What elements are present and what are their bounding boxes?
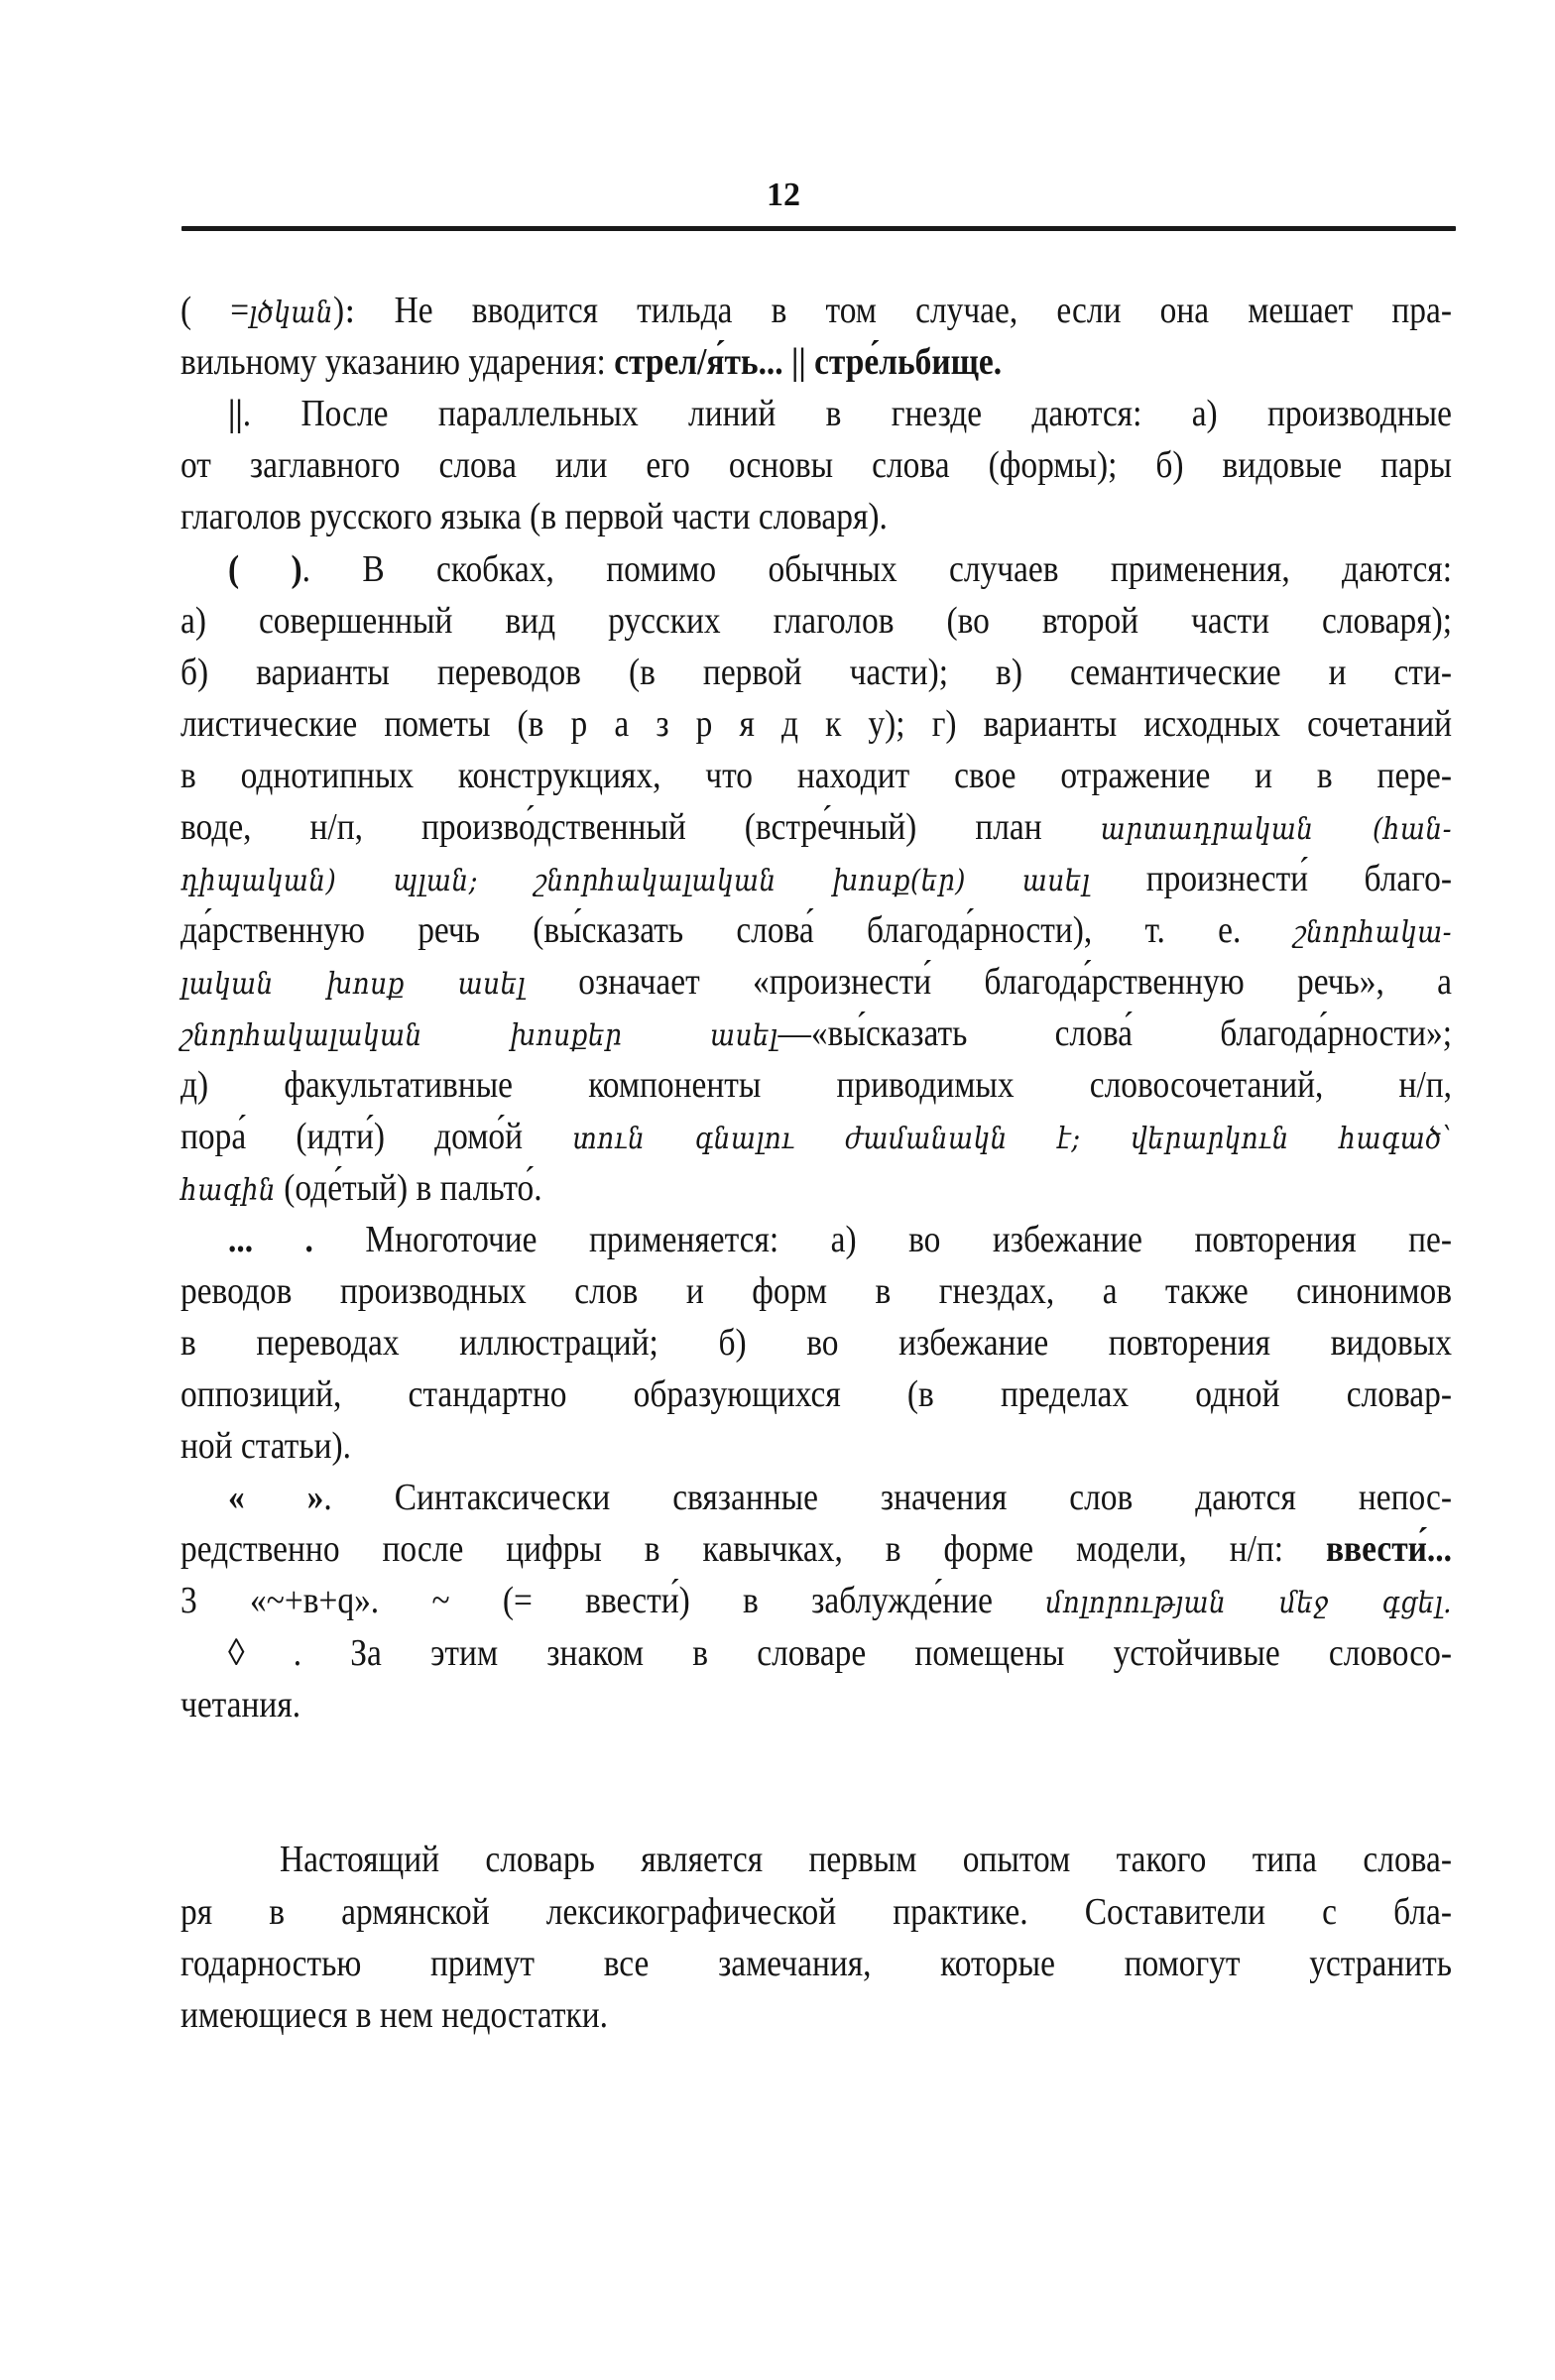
text-line [180,855,1452,902]
text-span: . За этим знаком в словаре помещены устойчивые словосо- [244,1632,1452,1674]
text-line [228,545,1452,593]
text-line [228,1216,1452,1263]
text-span: реводов производных слов и форм в гнездах, а также синонимов [180,1270,1452,1312]
text-line [180,1267,1452,1315]
text-span: . После параллельных линий в гнезде даются: а) производные [242,393,1452,434]
text-span: ной статьи). [180,1425,351,1467]
armenian-text: լծկան [249,296,334,330]
armenian-text: դիպական) պլան; շնորհակալական խոսք(եր) ասել [180,864,1091,898]
text-span: листические пометы (в р а з р я д к у); г) варианты исходных сочетаний [180,703,1452,745]
text-line [180,1940,1452,1987]
armenian-text: հագին [180,1173,276,1208]
text-span: произнести́ благо- [1090,858,1452,899]
text-line [180,1888,1452,1936]
text-span: годарностью примут все замечания, которые помогут устранить [180,1943,1452,1984]
text-line [180,441,1452,489]
text-span: вильному указанию ударения: [180,341,615,383]
text-line [228,1474,1452,1521]
text-span: означает «произнести́ благода́рственную речь», а [525,961,1452,1003]
text-line [180,1991,1452,2039]
text-line [180,649,1452,696]
text-span: Многоточие применяется: а) во избежание повторения пе- [365,1219,1453,1260]
header-rule [181,226,1456,231]
text-line [180,1010,1452,1057]
text-line [180,1113,1452,1160]
text-span: глаголов русского языка (в первой части словаря). [180,496,888,537]
text-line [180,1525,1452,1573]
text-span: . В скобках, помимо обычных случаев применения, даются: [301,548,1452,590]
text-span: ( = [180,290,250,331]
text-span: д) факультативные компоненты приводимых словосочетаний, н/п, [180,1064,1452,1106]
text-span: (оде́тый) в пальто́. [275,1167,542,1209]
bold-headword: ввести́... [1326,1528,1452,1570]
symbol-marker: « » [228,1477,324,1518]
symbol-marker: ... . [228,1219,366,1260]
page-number: 12 [767,177,800,213]
text-line [180,752,1452,799]
text-line [228,1629,1452,1677]
text-line [180,1061,1452,1109]
text-span: пора́ (идти́) домо́й [180,1116,573,1157]
text-line [180,597,1452,645]
text-span: . Синтаксически связанные значения слов даются непос- [323,1477,1453,1518]
text-line [180,1422,1452,1470]
text-span: 3 «~+в+q». ~ (= ввести́) в заблужде́ние [180,1580,1046,1621]
text-span: ря в армянской лексикографической практике. Составители с бла- [180,1891,1452,1933]
text-line [180,1164,1452,1212]
text-span: а) совершенный вид русских глаголов (во второй части словаря); [180,600,1452,642]
text-line [280,1836,1452,1883]
text-line [180,287,1452,334]
text-span: б) варианты переводов (в первой части); в) семантические и сти- [180,652,1452,693]
text-span: воде, н/п, произво́дственный (встре́чный) план [180,806,1101,848]
armenian-text: մոլորության մեջ գցել. [1045,1586,1452,1620]
text-span: четания. [180,1684,301,1726]
armenian-text: լական խոսք ասել [180,967,526,1002]
symbol-marker: || [228,393,243,434]
text-line [180,1370,1452,1418]
text-span: —«вы́сказать слова́ благода́рности»; [778,1012,1452,1054]
text-span: )։ Не вводится тильда в том случае, если она мешает пра- [333,290,1452,331]
text-line [180,906,1452,954]
text-line [180,1681,1452,1728]
text-span: да́рственную речь (вы́сказать слова́ благода́рности), т. е. [180,909,1294,951]
symbol-marker: ( ) [228,548,302,590]
symbol-marker: ◊ [228,1632,245,1674]
text-line [180,700,1452,748]
text-span: в однотипных конструкциях, что находит свое отражение и в пере- [180,755,1452,796]
text-line [180,803,1452,851]
text-span: оппозиций, стандартно образующихся (в пределах одной словар- [180,1373,1452,1415]
text-span: в переводах иллюстраций; б) во избежание повторения видовых [180,1322,1452,1364]
armenian-text: շնորհակալական խոսքեր ասել [180,1018,778,1053]
text-line [180,1319,1452,1367]
text-line [180,338,1452,386]
armenian-text: արտադրական (հան- [1100,812,1453,847]
armenian-text: շնորհակա- [1293,915,1452,950]
text-line [180,493,1452,540]
bold-headword: стрел/я́ть... || стре́льбище. [614,341,1003,383]
text-span: редственно после цифры в кавычках, в форме модели, н/п: [180,1528,1326,1570]
armenian-text: տուն գնալու ժամանակն է; վերարկուն հագած՝ [572,1122,1452,1156]
text-line [180,1577,1452,1624]
text-line [180,958,1452,1006]
text-span: Настоящий словарь является первым опытом такого типа слова- [280,1839,1452,1880]
text-line [228,390,1452,437]
text-span: имеющиеся в нем недостатки. [180,1994,609,2036]
text-span: от заглавного слова или его основы слова (формы); б) видовые пары [180,444,1452,486]
